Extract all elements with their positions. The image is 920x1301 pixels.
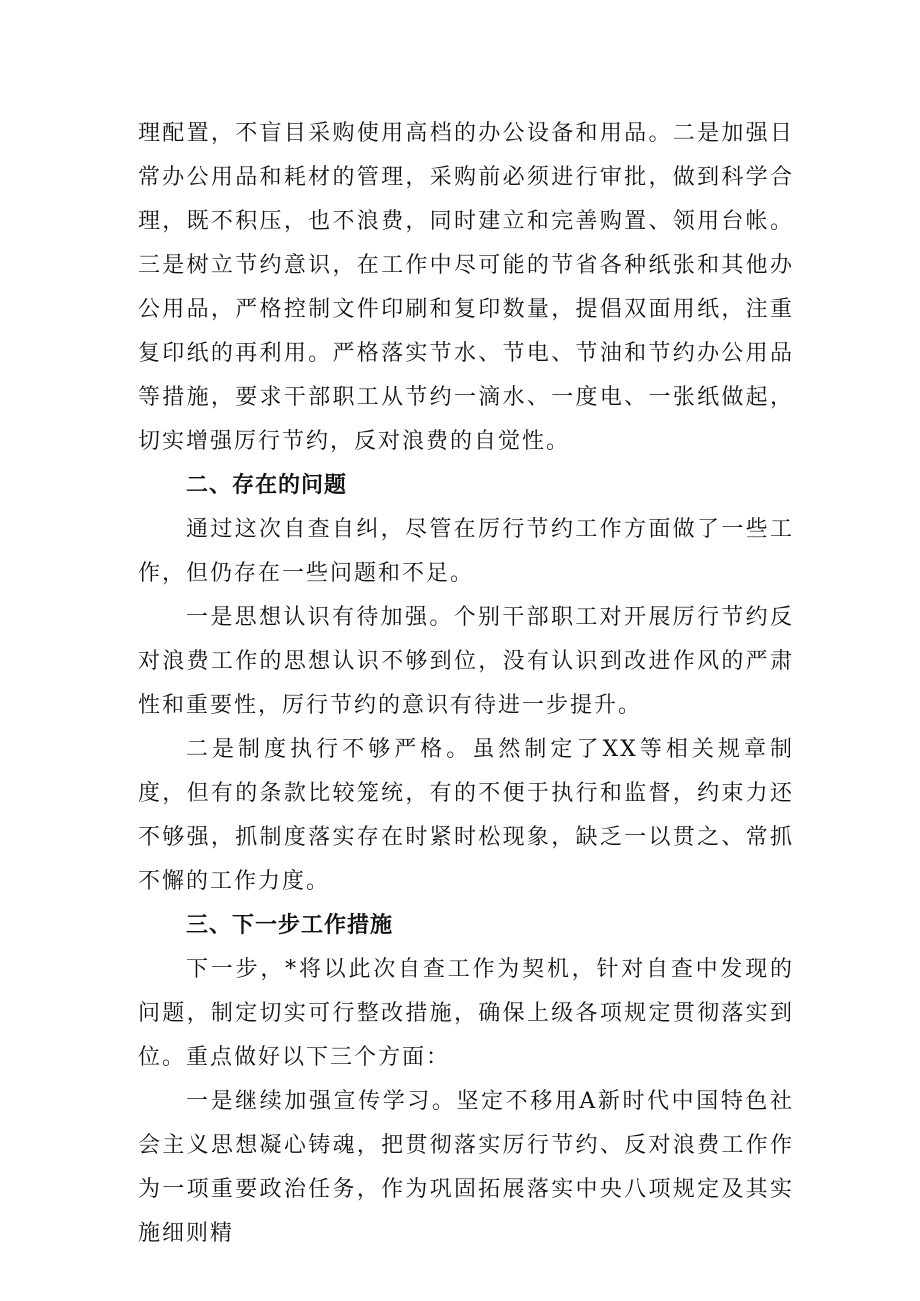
- paragraph-continuation: 理配置，不盲目采购使用高档的办公设备和用品。二是加强日常办公用品和耗材的管理，采购前必须进行审批，做到科学合理，既不积压，也不浪费，同时建立和完善购置、领用台帐。三是树立节约意识，在工作中尽可能的节省各种纸张和其他办公用品，严格控制文件印刷和复印数量，提倡双面用纸，注重复印纸的再利用。严格落实节水、节电、节油和节约办公用品等措施，要求干部职工从节约一滴水、一度电、一张纸做起，切实增强厉行节约，反对浪费的自觉性。: [138, 121, 794, 454]
- document-page: [138, 112, 794, 1256]
- paragraph-self-check-intro: 通过这次自查自纠，尽管在厉行节约工作方面做了一些工作，但仍存在一些问题和不足。: [138, 517, 794, 586]
- paragraph-problem-two: 二是制度执行不够严格。虽然制定了XX等相关规章制度，但有的条款比较笼统，有的不便于执行和监督，约束力还不够强，抓制度落实存在时紧时松现象，缺乏一以贯之、常抓不懈的工作力度。: [138, 737, 794, 894]
- paragraph-measure-one: 一是继续加强宣传学习。坚定不移用A新时代中国特色社会主义思想凝心铸魂，把贯彻落实厉行节约、反对浪费工作作为一项重要政治任务，作为巩固拓展落实中央八项规定及其实施细则精: [138, 1089, 794, 1246]
- section-heading-next-steps: 三、下一步工作措施: [186, 913, 394, 938]
- paragraph-problem-one: 一是思想认识有待加强。个别干部职工对开展厉行节约反对浪费工作的思想认识不够到位，没有认识到改进作风的严肃性和重要性，厉行节约的意识有待进一步提升。: [138, 605, 794, 718]
- paragraph-next-steps-intro: 下一步，*将以此次自查工作为契机，针对自查中发现的问题，制定切实可行整改措施，确保上级各项规定贯彻落实到位。重点做好以下三个方面：: [138, 957, 794, 1070]
- section-heading-problems: 二、存在的问题: [186, 473, 348, 498]
